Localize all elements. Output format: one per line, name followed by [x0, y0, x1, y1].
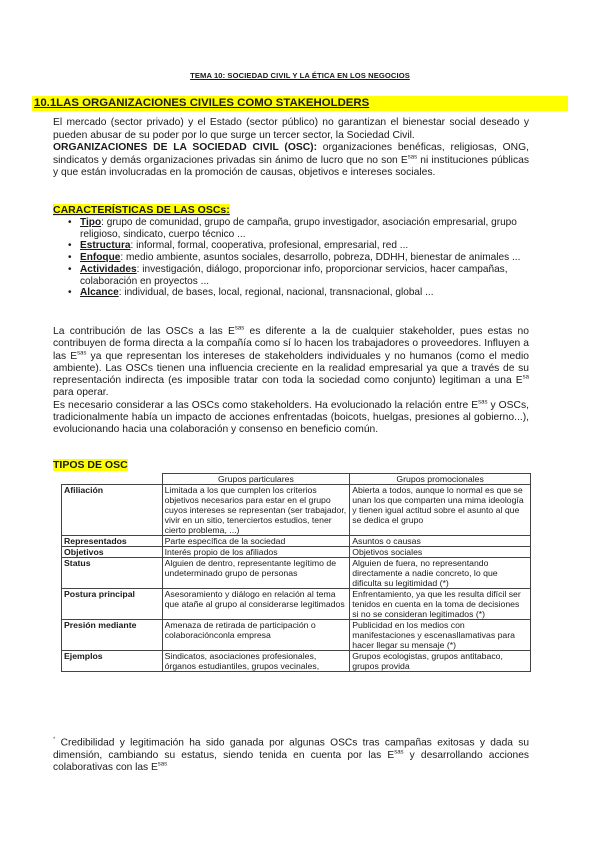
- cell: Limitada a los que cumplen los criterios objetivos necesarios para estar en el grupo cuyos intereses se representan (ser trabajador, vivir en un sitio, tenerciertos estudios, tener cierto problema, ...): [162, 485, 350, 536]
- table-row: [62, 589, 531, 620]
- contribution-paragraph: La contribución de las OSCs a las $E^{sas}$ es diferente a la de cualquier stakeholder, pues estas no contribuyen de forma directa a la compañía como sí lo hacen los trabajadores o proveedores. Influyen a las $E^{sas}$ ya que representan los intereses de stakeholders individuales y no humanos (como el medio ambiente). Las OSCs tienen una influencia creciente en la realidad empresarial ya que a través de su representación indirecta (es imposible tratar con toda la sociedad como conjunto) legitiman a una $E^{sa}$ para operar.: [53, 325, 529, 399]
- cell: Enfrentamiento, ya que les resulta difícil ser tenidos en cuenta en la toma de decisiones si no se consideran legitimados (*): [350, 589, 531, 620]
- osc-definition: ORGANIZACIONES DE LA SOCIEDAD CIVIL (OSC): organizaciones benéficas, religiosas, ONG, sindicatos y demás organizaciones privadas sin ánimo de lucro que no son $E^{sas}$ ni instituciones públicas y que están involucradas en la promoción de causas, objetivos e intereses sociales.: [53, 142, 529, 179]
- cell: Parte específica de la sociedad: [162, 536, 350, 547]
- cell: Interés propio de los afiliados: [162, 547, 350, 558]
- intro-block: [53, 117, 529, 180]
- table-row: [62, 620, 531, 651]
- row-label: Objetivos: [62, 547, 163, 558]
- column-header: Grupos particulares: [162, 474, 350, 485]
- footnote-text: * Credibilidad y legitimación ha sido ganada por algunas OSCs tras campañas exitosas y dada su dimensión, cambiando su estatus, siendo tenida en cuenta por las $E^{sas}$ y desarrollando acciones colaborativas con las $E^{sas}$: [53, 737, 529, 774]
- footnote: [53, 734, 529, 775]
- empty-header-cell: [62, 474, 163, 485]
- row-label: Status: [62, 558, 163, 589]
- cell: Alguien de fuera, no representando directamente a nadie concreto, lo que dificulta su legitimidad (*): [350, 558, 531, 589]
- row-label: Afiliación: [62, 485, 163, 536]
- cell: Objetivos sociales: [350, 547, 531, 558]
- row-label: Representados: [62, 536, 163, 547]
- cell: Asuntos o causas: [350, 536, 531, 547]
- table-header-row: [62, 474, 531, 485]
- characteristics-heading: CARACTERÍSTICAS DE LAS OSCs:: [53, 204, 230, 216]
- cell: Sindicatos, asociaciones profesionales, órganos estudiantiles, grupos vecinales,: [162, 651, 350, 672]
- document-title: TEMA 10: SOCIEDAD CIVIL Y LA ÉTICA EN LOS NEGOCIOS: [190, 71, 410, 80]
- table-row: [62, 558, 531, 589]
- cell: Abierta a todos, aunque lo normal es que se unan los que comparten una mima ideología y tienen igual actitud sobre el asunto al que se dedica el grupo: [350, 485, 531, 536]
- list-item: • Estructura: informal, formal, cooperativa, profesional, empresarial, red ...: [80, 240, 545, 252]
- list-item: • Alcance: individual, de bases, local, regional, nacional, transnacional, global ...: [80, 287, 545, 299]
- list-item: • Actividades: investigación, diálogo, proporcionar info, proporcionar servicios, hacer campañas, colaboración en proyectos ...: [80, 264, 545, 287]
- cell: Alguien de dentro, representante legítimo de undeterminado grupo de personas: [162, 558, 350, 589]
- row-label: Postura principal: [62, 589, 163, 620]
- section-heading: 10.1LAS ORGANIZACIONES CIVILES COMO STAKEHOLDERS: [32, 96, 568, 111]
- osc-types-table: [61, 473, 531, 672]
- list-item: • Enfoque: medio ambiente, asuntos sociales, desarrollo, pobreza, DDHH, bienestar de animales ...: [80, 252, 545, 264]
- table-row: [62, 547, 531, 558]
- cell: Publicidad en los medios con manifestaciones y escenasllamativas para hacer llegar su mensaje (*): [350, 620, 531, 651]
- table-row: [62, 651, 531, 672]
- types-heading: TIPOS DE OSC: [53, 459, 128, 471]
- row-label: Presión mediante: [62, 620, 163, 651]
- list-item: • Tipo: grupo de comunidad, grupo de campaña, grupo investigador, asociación empresarial, grupo religioso, sindicato, cuerpo técnico ...: [80, 217, 545, 240]
- stakeholder-paragraph: Es necesario considerar a las OSCs como stakeholders. Ha evolucionado la relación entre $E^{sas}$ y OSCs, tradicionalmente había un impacto de acciones enfrentadas (boicots, huelgas, presiones al gobierno...), evolucionando hacia una colaboración y consenso en beneficio común.: [53, 399, 529, 436]
- characteristics-list: [62, 217, 545, 299]
- intro-paragraph: El mercado (sector privado) y el Estado (sector público) no garantizan el bienestar social deseado y pueden abusar de su poder por lo que surge un tercer sector, la Sociedad Civil.: [53, 117, 529, 141]
- row-label: Ejemplos: [62, 651, 163, 672]
- table-row: [62, 485, 531, 536]
- cell: Asesoramiento y diálogo en relación al tema que atañe al grupo al considerarse legitimados: [162, 589, 350, 620]
- column-header: Grupos promocionales: [350, 474, 531, 485]
- table-row: [62, 536, 531, 547]
- cell: Amenaza de retirada de participación o colaboraciónconla empresa: [162, 620, 350, 651]
- cell: Grupos ecologistas, grupos antitabaco, grupos provida: [350, 651, 531, 672]
- body-block: [53, 326, 529, 437]
